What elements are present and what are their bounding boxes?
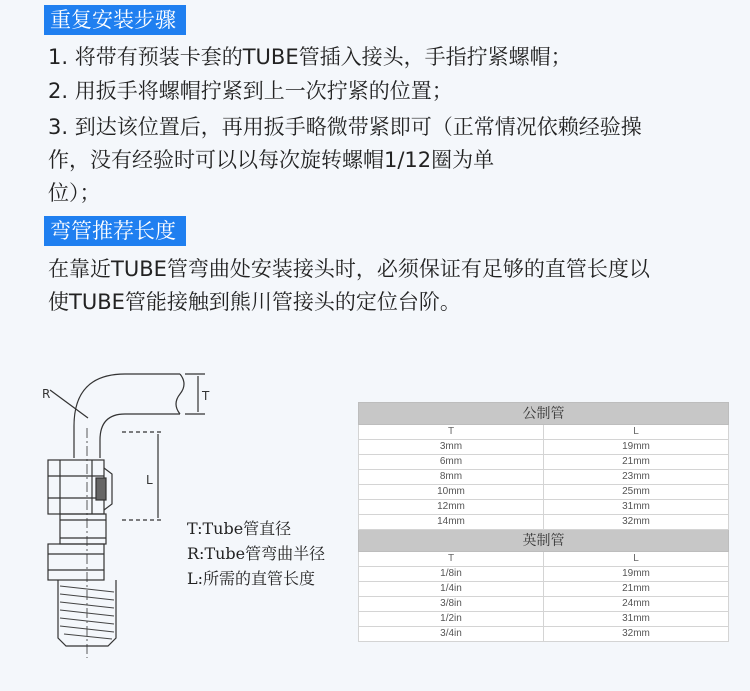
- cell-length: 19mm: [544, 440, 729, 455]
- bend-section-title: 弯管推荐长度: [44, 216, 186, 246]
- table-column-header-row: [359, 425, 729, 440]
- ferrule: [96, 478, 106, 500]
- steps-section-title: 重复安装步骤: [44, 5, 186, 35]
- cell-length: 21mm: [544, 582, 729, 597]
- cell-diameter: 1/4in: [359, 582, 544, 597]
- cell-diameter: 12mm: [359, 500, 544, 515]
- table-row: [359, 500, 729, 515]
- cell-diameter: 6mm: [359, 455, 544, 470]
- table-column-header: T: [359, 425, 544, 440]
- label-R: R: [42, 387, 51, 401]
- step-line: 1. 将带有预装卡套的TUBE管插入接头，手指拧紧螺帽；: [48, 45, 572, 69]
- cell-diameter: 3/4in: [359, 627, 544, 642]
- table-row: [359, 515, 729, 530]
- cell-diameter: 14mm: [359, 515, 544, 530]
- legend-line: L:所需的直管长度: [187, 569, 316, 588]
- cell-diameter: 8mm: [359, 470, 544, 485]
- cell-length: 31mm: [544, 500, 729, 515]
- cell-length: 19mm: [544, 567, 729, 582]
- table-column-header-row: [359, 552, 729, 567]
- table-row: [359, 455, 729, 470]
- table-group-header: [359, 530, 729, 552]
- step-line: 2. 用扳手将螺帽拧紧到上一次拧紧的位置；: [48, 79, 453, 103]
- cell-length: 23mm: [544, 470, 729, 485]
- step-line: 作，没有经验时可以以每次旋转螺帽1/12圈为单: [48, 148, 495, 172]
- cell-length: 25mm: [544, 485, 729, 500]
- step-line: 3. 到达该位置后，再用扳手略微带紧即可（正常情况依赖经验操: [48, 115, 642, 139]
- table-group-header: [359, 403, 729, 425]
- tube-outer-edge: [74, 374, 180, 458]
- cell-length: 21mm: [544, 455, 729, 470]
- tube-inner-edge: [100, 414, 180, 458]
- cell-diameter: 3mm: [359, 440, 544, 455]
- table-row: [359, 612, 729, 627]
- cell-length: 32mm: [544, 515, 729, 530]
- step-line: 位）；: [48, 181, 101, 205]
- fitting-body: [60, 514, 106, 544]
- cell-length: 31mm: [544, 612, 729, 627]
- table-column-header: L: [544, 552, 729, 567]
- cell-diameter: 3/8in: [359, 597, 544, 612]
- bend-paragraph-line: 在靠近TUBE管弯曲处安装接头时，必须保证有足够的直管长度以: [48, 257, 650, 281]
- bent-tube-fitting-diagram: [30, 368, 220, 658]
- cell-diameter: 10mm: [359, 485, 544, 500]
- table-row: [359, 485, 729, 500]
- table-column-header: T: [359, 552, 544, 567]
- legend-line: T:Tube管直径: [187, 519, 292, 538]
- table-row: [359, 567, 729, 582]
- cell-length: 32mm: [544, 627, 729, 642]
- radius-leader: [50, 390, 88, 418]
- table-row: [359, 627, 729, 642]
- table-group-title: 公制管: [359, 403, 729, 425]
- tube-break-line: [176, 374, 184, 414]
- cell-diameter: 1/8in: [359, 567, 544, 582]
- table-group-title: 英制管: [359, 530, 729, 552]
- label-T: T: [202, 389, 210, 403]
- table-column-header: L: [544, 425, 729, 440]
- cell-length: 24mm: [544, 597, 729, 612]
- table-row: [359, 440, 729, 455]
- tube-length-table: [358, 402, 729, 642]
- table-row: [359, 582, 729, 597]
- cell-diameter: 1/2in: [359, 612, 544, 627]
- legend-line: R:Tube管弯曲半径: [187, 544, 326, 563]
- table-row: [359, 470, 729, 485]
- bend-paragraph-line: 使TUBE管能接触到熊川管接头的定位台阶。: [48, 290, 461, 314]
- label-L: L: [146, 473, 153, 487]
- table-row: [359, 597, 729, 612]
